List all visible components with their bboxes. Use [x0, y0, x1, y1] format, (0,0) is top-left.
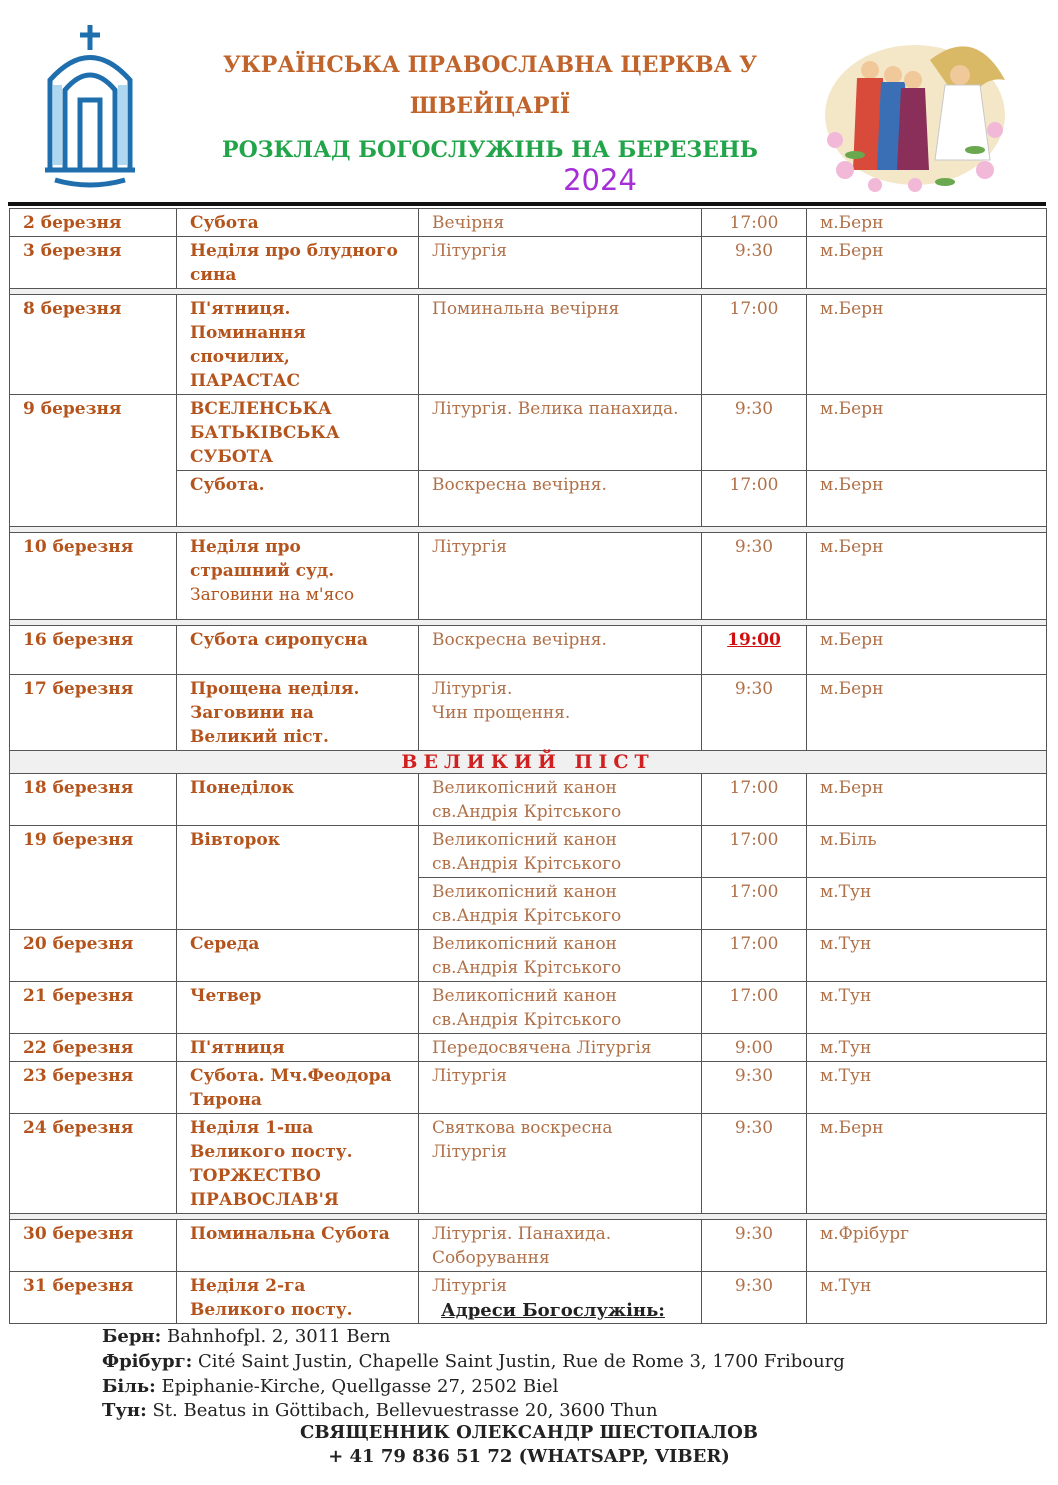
myrrh-bearers-icon — [815, 20, 1015, 195]
place-cell: м.Берн — [807, 237, 1047, 289]
time-cell: 17:00 — [702, 982, 807, 1034]
time-cell: 9:00 — [702, 1034, 807, 1062]
addresses-title: Адреси Богослужінь: — [441, 1300, 665, 1321]
time-cell: 17:00 — [702, 826, 807, 878]
table-row — [10, 1062, 1047, 1114]
service-cell: Великопісний канон св.Андрія Крітського — [419, 774, 702, 826]
church-title-line2: ШВЕЙЦАРІЇ — [409, 93, 571, 119]
place-cell: м.Тун — [807, 878, 1047, 930]
schedule-table — [9, 208, 1047, 1324]
service-cell: Поминальна вечірня — [419, 295, 702, 395]
table-row — [10, 675, 1047, 751]
service-cell: Літургія — [419, 237, 702, 289]
service-cell: Літургія — [419, 1272, 702, 1324]
service-cell: Літургія — [419, 533, 702, 620]
service-line: Чин прощення. — [432, 703, 571, 723]
address-text: Epiphanie-Kirche, Quellgasse 27, 2502 Biel — [155, 1376, 559, 1397]
day-bold-text: Неділя про страшний суд. — [190, 537, 335, 581]
place-cell: м.Берн — [807, 295, 1047, 395]
address-label: Біль: — [102, 1376, 156, 1397]
place-cell: м.Берн — [807, 533, 1047, 620]
address-bern — [102, 1326, 390, 1347]
table-row — [10, 982, 1047, 1034]
service-cell: Великопісний канон св.Андрія Крітського — [419, 826, 702, 878]
service-cell: Святкова воскресна Літургія — [419, 1114, 702, 1214]
address-text: St. Beatus in Göttibach, Bellevuestrasse 20, 3600 Thun — [146, 1400, 658, 1421]
day-cell: Середа — [177, 930, 419, 982]
date-cell: 3 березня — [10, 237, 177, 289]
service-cell: Великопісний канон св.Андрія Крітського — [419, 982, 702, 1034]
table-row — [10, 395, 1047, 471]
time-cell: 9:30 — [702, 533, 807, 620]
place-cell: м.Тун — [807, 1062, 1047, 1114]
day-cell: ВСЕЛЕНСЬКА БАТЬКІВСЬКА СУБОТА — [177, 395, 419, 471]
address-thun — [102, 1400, 658, 1421]
phone-number: + 41 79 836 51 72 (WHATSAPP, VIBER) — [328, 1446, 730, 1467]
service-cell: Воскресна вечірня. — [419, 626, 702, 675]
place-cell: м.Тун — [807, 1034, 1047, 1062]
place-cell: м.Тун — [807, 982, 1047, 1034]
table-row — [10, 1114, 1047, 1214]
day-cell: Неділя 1-ша Великого посту. ТОРЖЕСТВО ПРАВОСЛАВ'Я — [177, 1114, 419, 1214]
place-cell: м.Берн — [807, 675, 1047, 751]
place-cell: м.Берн — [807, 471, 1047, 527]
address-text: Cité Saint Justin, Chapelle Saint Justin, Rue de Rome 3, 1700 Fribourg — [192, 1351, 845, 1372]
place-cell: м.Берн — [807, 626, 1047, 675]
address-label: Тун: — [102, 1400, 147, 1421]
table-row — [10, 930, 1047, 982]
place-cell: м.Берн — [807, 395, 1047, 471]
time-cell: 17:00 — [702, 930, 807, 982]
date-cell: 23 березня — [10, 1062, 177, 1114]
time-cell: 17:00 — [702, 878, 807, 930]
lent-banner-row — [10, 751, 1047, 774]
date-cell: 19 березня — [10, 826, 177, 930]
day-cell: Вівторок — [177, 826, 419, 930]
date-cell: 20 березня — [10, 930, 177, 982]
table-row — [10, 533, 1047, 620]
time-cell-highlight: 19:00 — [702, 626, 807, 675]
day-cell: Субота сиропусна — [177, 626, 419, 675]
time-cell: 9:30 — [702, 395, 807, 471]
time-cell: 17:00 — [702, 209, 807, 237]
place-cell: м.Тун — [807, 930, 1047, 982]
day-cell: Субота. Мч.Феодора Тирона — [177, 1062, 419, 1114]
day-cell: Четвер — [177, 982, 419, 1034]
date-cell: 10 березня — [10, 533, 177, 620]
date-cell: 16 березня — [10, 626, 177, 675]
table-row — [10, 209, 1047, 237]
place-cell: м.Берн — [807, 1114, 1047, 1214]
day-cell: П'ятниця. Поминання спочилих, ПАРАСТАС — [177, 295, 419, 395]
priest-name: СВЯЩЕННИК ОЛЕКСАНДР ШЕСТОПАЛОВ — [300, 1422, 758, 1443]
day-cell: П'ятниця — [177, 1034, 419, 1062]
day-rest-text: Заговини на м'ясо — [190, 585, 355, 605]
day-cell: Поминальна Субота — [177, 1220, 419, 1272]
place-cell: м.Берн — [807, 209, 1047, 237]
address-biel — [102, 1376, 558, 1397]
date-cell: 8 березня — [10, 295, 177, 395]
schedule-subtitle: РОЗКЛАД БОГОСЛУЖІНЬ НА БЕРЕЗЕНЬ — [222, 137, 758, 163]
place-cell: м.Тун — [807, 1272, 1047, 1324]
address-label: Берн: — [102, 1326, 162, 1347]
address-text: Bahnhofpl. 2, 3011 Bern — [161, 1326, 391, 1347]
time-cell: 17:00 — [702, 774, 807, 826]
time-cell: 17:00 — [702, 295, 807, 395]
time-cell: 9:30 — [702, 1062, 807, 1114]
day-cell: Субота — [177, 209, 419, 237]
date-cell: 17 березня — [10, 675, 177, 751]
lent-banner: ВЕЛИКИЙ ПІСТ — [10, 751, 1047, 774]
service-cell — [419, 675, 702, 751]
time-cell: 9:30 — [702, 675, 807, 751]
day-cell: Неділя про блудного сина — [177, 237, 419, 289]
table-row — [10, 774, 1047, 826]
church-title-line1: УКРАЇНСЬКА ПРАВОСЛАВНА ЦЕРКВА У — [222, 52, 758, 78]
table-row — [10, 295, 1047, 395]
table-row — [10, 1220, 1047, 1272]
service-cell: Літургія — [419, 1062, 702, 1114]
service-cell: Воскресна вечірня. — [419, 471, 702, 527]
table-row — [10, 1034, 1047, 1062]
service-cell: Великопісний канон св.Андрія Крітського — [419, 878, 702, 930]
place-cell: м.Берн — [807, 774, 1047, 826]
service-line: Літургія. — [432, 679, 513, 699]
table-row — [10, 826, 1047, 878]
day-cell: Субота. — [177, 471, 419, 527]
date-cell: 24 березня — [10, 1114, 177, 1214]
table-row — [10, 237, 1047, 289]
service-cell: Літургія. Велика панахида. — [419, 395, 702, 471]
table-row — [10, 626, 1047, 675]
church-emblem-icon — [30, 20, 150, 190]
date-cell: 18 березня — [10, 774, 177, 826]
day-cell: Прощена неділя. Заговини на Великий піст. — [177, 675, 419, 751]
date-cell: 31 березня — [10, 1272, 177, 1324]
service-cell: Передосвячена Літургія — [419, 1034, 702, 1062]
time-cell: 9:30 — [702, 1220, 807, 1272]
time-cell: 9:30 — [702, 1114, 807, 1214]
date-cell: 22 березня — [10, 1034, 177, 1062]
day-cell: Неділя 2-га Великого посту. — [177, 1272, 419, 1324]
day-cell — [177, 533, 419, 620]
date-cell: 30 березня — [10, 1220, 177, 1272]
service-cell: Великопісний канон св.Андрія Крітського — [419, 930, 702, 982]
place-cell: м.Біль — [807, 826, 1047, 878]
time-cell: 9:30 — [702, 1272, 807, 1324]
address-fribourg — [102, 1351, 845, 1372]
service-cell: Вечірня — [419, 209, 702, 237]
service-cell: Літургія. Панахида. Соборування — [419, 1220, 702, 1272]
address-label: Фрібург: — [102, 1351, 193, 1372]
time-cell: 9:30 — [702, 237, 807, 289]
place-cell: м.Фрібург — [807, 1220, 1047, 1272]
date-cell: 2 березня — [10, 209, 177, 237]
header — [0, 0, 1058, 205]
header-divider — [8, 202, 1046, 206]
time-cell: 17:00 — [702, 471, 807, 527]
date-cell: 9 березня — [10, 395, 177, 527]
schedule-year: 2024 — [563, 163, 637, 197]
day-cell: Понеділок — [177, 774, 419, 826]
date-cell: 21 березня — [10, 982, 177, 1034]
